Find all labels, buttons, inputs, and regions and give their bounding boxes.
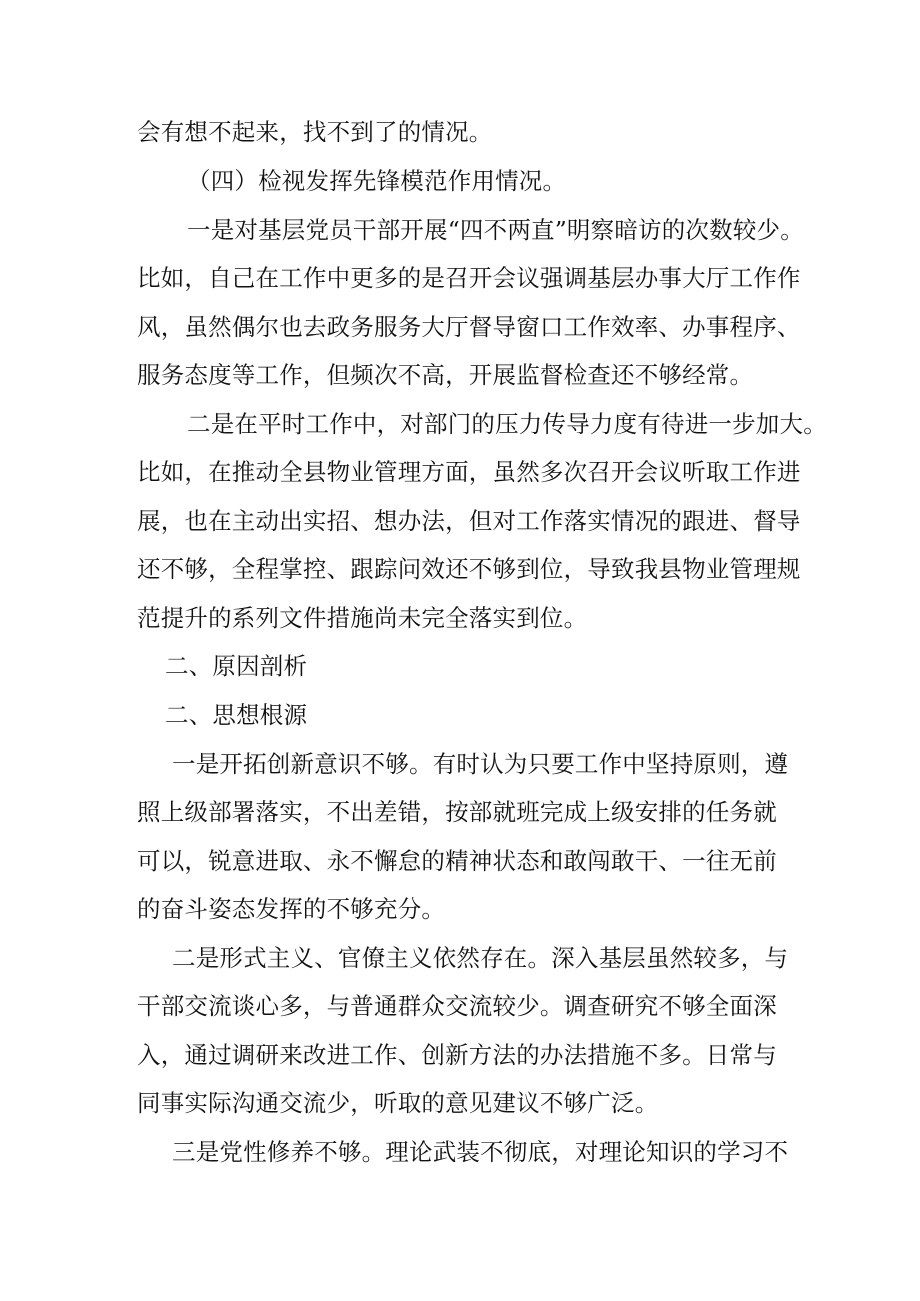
section-heading: （四）检视发挥先锋模范作用情况。 xyxy=(187,167,567,195)
text-line: 照上级部署落实，不出差错，按部就班完成上级安排的任务就 xyxy=(137,798,777,826)
text-line: 一是开拓创新意识不够。有时认为只要工作中坚持原则，遵 xyxy=(172,750,789,778)
text-line: 范提升的系列文件措施尚未完全落实到位。 xyxy=(137,604,588,632)
section-heading: 二、原因剖析 xyxy=(165,652,308,680)
section-heading: 二、思想根源 xyxy=(165,701,308,729)
text-line: 入，通过调研来改进工作、创新方法的办法措施不多。日常与 xyxy=(137,1041,777,1069)
text-line: 展，也在主动出实招、想办法，但对工作落实情况的跟进、督导 xyxy=(137,507,801,535)
text-line: 一是对基层党员干部开展“四不两直”明察暗访的次数较少。 xyxy=(187,216,804,244)
text-line: 二是在平时工作中，对部门的压力传导力度有待进一步加大。 xyxy=(187,410,827,438)
text-line: 服务态度等工作，但频次不高，开展监督检查还不够经常。 xyxy=(137,361,754,389)
text-line: 同事实际沟通交流少，听取的意见建议不够广泛。 xyxy=(137,1089,659,1117)
text-line: 的奋斗姿态发挥的不够充分。 xyxy=(137,895,446,923)
text-line: 三是党性修养不够。理论武装不彻底，对理论知识的学习不 xyxy=(172,1138,789,1166)
text-line: 可以，锐意进取、永不懈怠的精神状态和敢闯敢干、一往无前 xyxy=(137,847,777,875)
text-line: 二是形式主义、官僚主义依然存在。深入基层虽然较多，与 xyxy=(172,944,789,972)
text-line: 比如，在推动全县物业管理方面，虽然多次召开会议听取工作进 xyxy=(137,458,801,486)
text-line: 风，虽然偶尔也去政务服务大厅督导窗口工作效率、办事程序、 xyxy=(137,313,801,341)
text-line: 干部交流谈心多，与普通群众交流较少。调查研究不够全面深 xyxy=(137,992,777,1020)
text-line: 会有想不起来，找不到了的情况。 xyxy=(137,118,493,146)
text-line: 比如，自己在工作中更多的是召开会议强调基层办事大厅工作作 xyxy=(137,264,801,292)
text-line: 还不够，全程掌控、跟踪问效还不够到位，导致我县物业管理规 xyxy=(137,555,801,583)
